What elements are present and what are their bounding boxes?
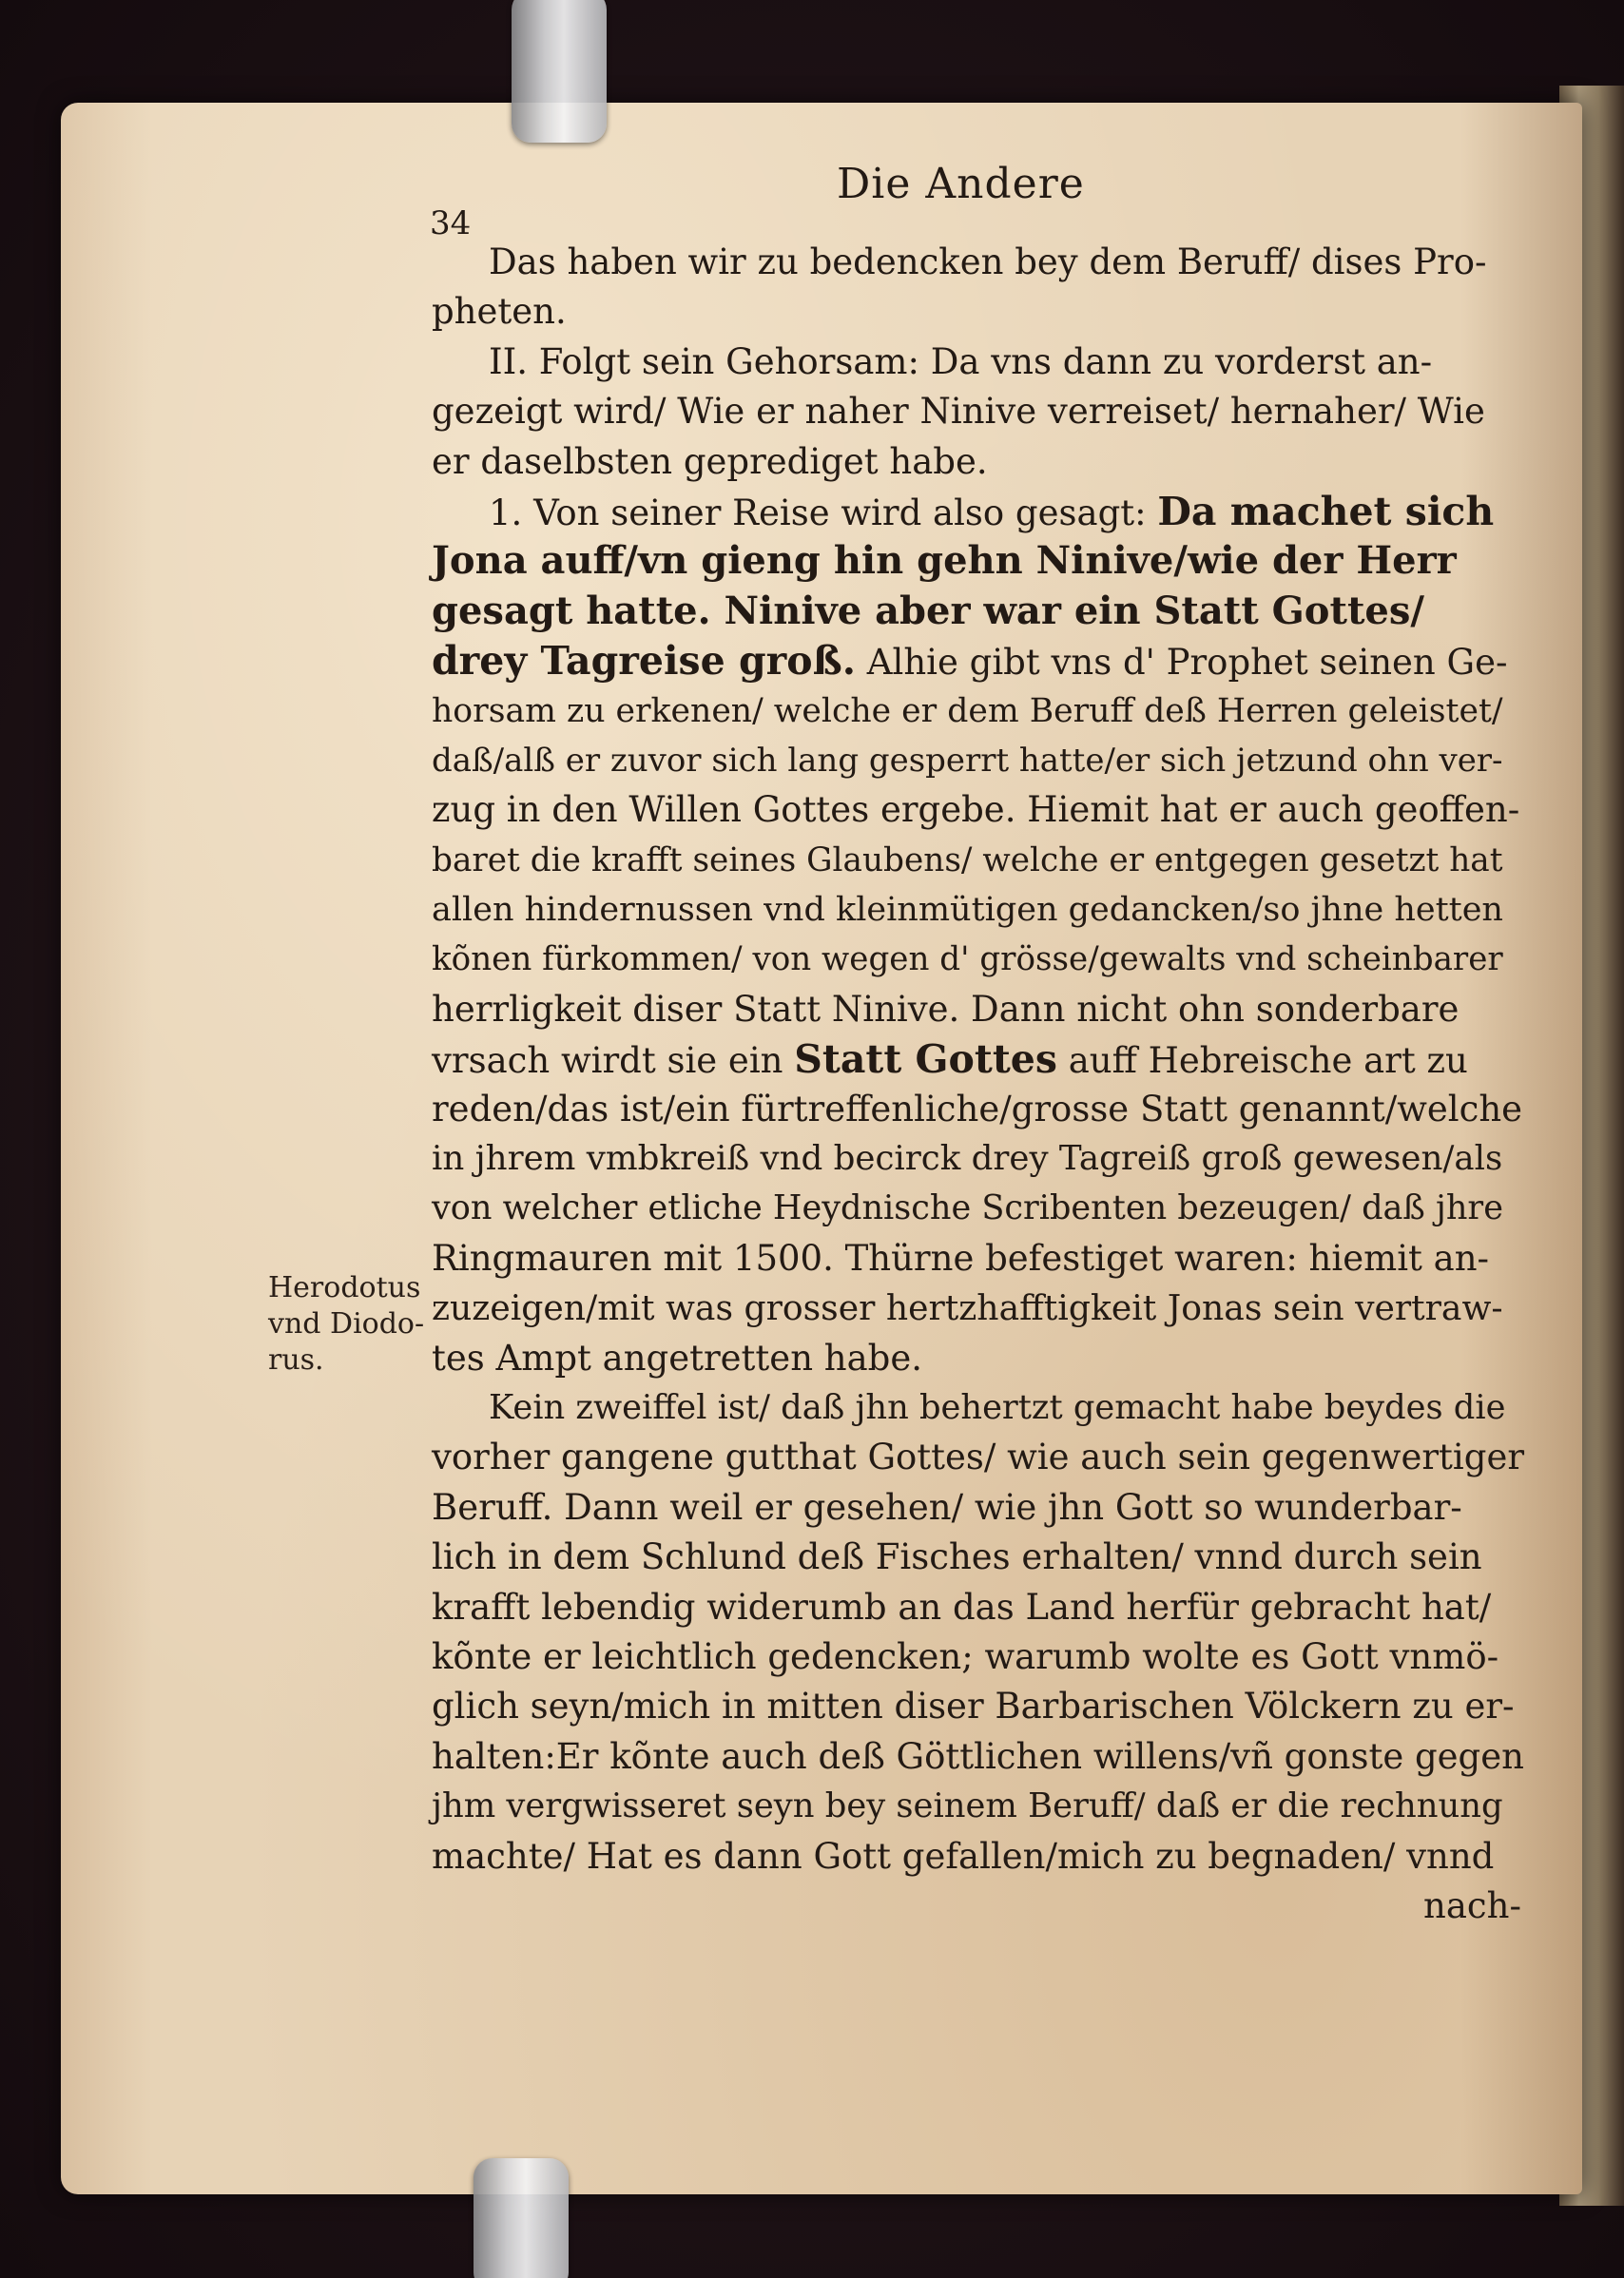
text-line: kõnen fürkommen/ von wegen d' grösse/gewalts vnd scheinbarer: [432, 940, 1503, 979]
text-line: Das haben wir zu bedencken bey dem Beruff/ dises Pro-: [489, 241, 1487, 282]
text-line: Ringmauren mit 1500. Thürne befestiget waren: hiemit an-: [432, 1237, 1490, 1279]
text-line: baret die krafft seines Glaubens/ welche er entgegen gesetzt hat: [432, 840, 1503, 879]
page-clip-bottom: [474, 2158, 569, 2278]
text-line: daß/alß er zuvor sich lang gesperrt hatte/er sich jetzund ohn ver-: [432, 741, 1503, 780]
text-line: krafft lebendig widerumb an das Land herfür gebracht hat/: [432, 1586, 1492, 1628]
text-line: gezeigt wird/ Wie er naher Ninive verreiset/ hernaher/ Wie: [432, 391, 1485, 433]
text-line: [432, 487, 1525, 536]
text-line: jhm vergwisseret seyn bey seinem Beruff/ daß er die rechnung: [432, 1786, 1503, 1826]
emphasis-text: Da machet sich: [1157, 488, 1495, 534]
text-line: allen hindernussen vnd kleinmütigen gedancken/so jhne hetten: [432, 891, 1503, 930]
text-line: lich in dem Schlund deß Fisches erhalten/ vnnd durch sein: [432, 1536, 1482, 1578]
margin-note-line: Herodotus: [268, 1271, 421, 1304]
margin-note-line: rus.: [268, 1343, 324, 1377]
text-segment: vrsach wirdt sie ein: [432, 1040, 783, 1082]
catchword: nach-: [1423, 1884, 1521, 1926]
page-number: 34: [430, 204, 472, 242]
text-segment: 1. Von seiner Reise wird also gesagt:: [489, 492, 1147, 533]
text-line: vorher gangene gutthat Gottes/ wie auch sein gegenwertiger: [432, 1437, 1525, 1478]
running-title: Die Andere: [837, 160, 1085, 208]
text-line: halten:Er kõnte auch deß Göttlichen willens/vñ gonste gegen: [432, 1735, 1524, 1777]
emphasis-text: Statt Gottes: [794, 1036, 1057, 1083]
text-line: in jhrem vmbkreiß vnd becirck drey Tagreiß groß gewesen/als: [432, 1139, 1503, 1179]
page-clip-top: [512, 0, 607, 143]
text-line: [432, 636, 1525, 685]
text-line: reden/das ist/ein fürtreffenliche/grosse Statt genannt/welche: [432, 1088, 1523, 1129]
text-line: er daselbsten geprediget habe.: [432, 440, 988, 482]
text-segment: Alhie gibt vns d' Prophet seinen Ge-: [856, 642, 1508, 684]
text-line: von welcher etliche Heydnische Scribenten bezeugen/ daß jhre: [432, 1188, 1503, 1228]
text-line: tes Ampt angetretten habe.: [432, 1337, 923, 1379]
margin-note-line: vnd Diodo-: [268, 1307, 425, 1341]
text-line: zuzeigen/mit was grosser hertzhafftigkeit Jonas sein vertraw-: [432, 1287, 1503, 1329]
text-line: glich seyn/mich in mitten diser Barbarischen Völckern zu er-: [432, 1686, 1515, 1728]
body-text: [432, 238, 1525, 1931]
text-line: kõnte er leichtlich gedencken; warumb wolte es Gott vnmö-: [432, 1635, 1499, 1677]
margin-note: [268, 1270, 430, 1379]
text-line: Beruff. Dann weil er gesehen/ wie jhn Gott so wunderbar-: [432, 1486, 1462, 1528]
text-line: gesagt hatte. Ninive aber war ein Statt Gottes/: [432, 588, 1425, 633]
text-line: machte/ Hat es dann Gott gefallen/mich zu begnaden/ vnnd: [432, 1835, 1495, 1877]
text-segment: auff Hebreische art zu: [1056, 1040, 1468, 1082]
text-line: horsam zu erkenen/ welche er dem Beruff deß Herren geleistet/: [432, 691, 1503, 730]
text-line: II. Folgt sein Gehorsam: Da vns dann zu vorderst an-: [489, 340, 1433, 382]
text-line: herrligkeit diser Statt Ninive. Dann nicht ohn sonderbare: [432, 988, 1460, 1030]
text-line: Jona auff/vn gieng hin gehn Ninive/wie der Herr: [432, 538, 1457, 584]
emphasis-text: drey Tagreise groß.: [432, 638, 857, 685]
text-line: zug in den Willen Gottes ergebe. Hiemit hat er auch geoffen-: [432, 789, 1520, 831]
text-line: [432, 1034, 1525, 1084]
text-line: pheten.: [432, 291, 567, 333]
text-line: Kein zweiffel ist/ daß jhn behertzt gemacht habe beydes die: [489, 1387, 1506, 1427]
